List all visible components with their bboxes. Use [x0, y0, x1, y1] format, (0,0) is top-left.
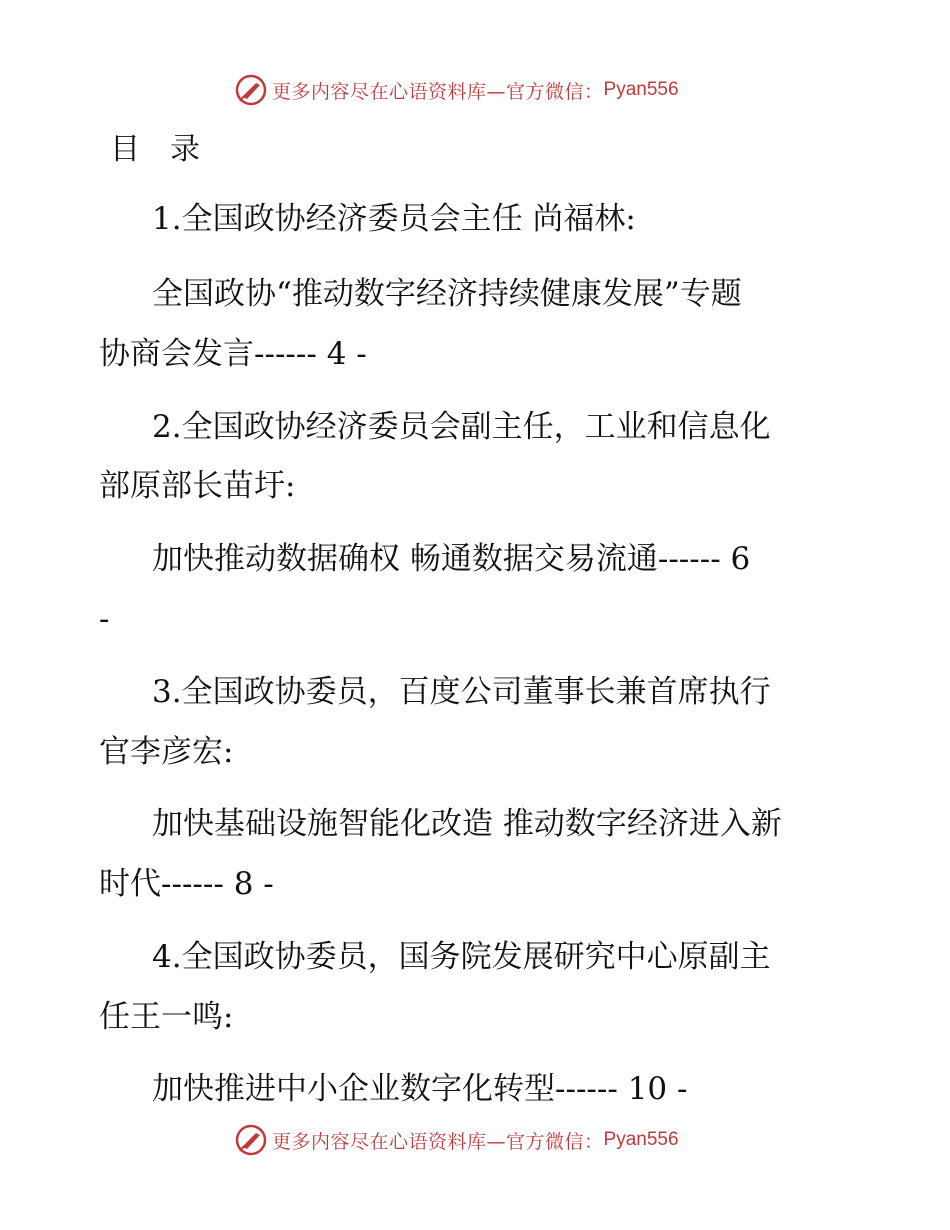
toc-line: 全国政协“推动数字经济持续健康发展”专题: [152, 276, 742, 312]
toc-line: 3.全国政协委员，百度公司董事长兼首席执行: [152, 674, 771, 710]
toc-line: 加快推动数据确权 畅通数据交易流通------ 6: [152, 541, 751, 577]
header-watermark: [234, 72, 679, 108]
watermark-handle: Pyan556: [603, 1129, 679, 1150]
toc-line: 4.全国政协委员，国务院发展研究中心原副主: [152, 939, 771, 975]
watermark-text: 更多内容尽在心语资料库—官方微信：: [272, 80, 604, 103]
toc-line: -: [99, 601, 110, 637]
toc-line: 2.全国政协经济委员会副主任，工业和信息化: [152, 409, 771, 445]
toc-line: 任王一鸣:: [99, 999, 234, 1035]
toc-line: 加快推进中小企业数字化转型------ 10 -: [152, 1071, 688, 1107]
watermark-handle: Pyan556: [603, 79, 679, 100]
page-title: 目录: [110, 132, 230, 167]
toc-line: 部原部长苗圩:: [99, 468, 296, 504]
toc-line: 官李彦宏:: [99, 734, 234, 770]
quill-logo-icon: [234, 1123, 268, 1157]
toc-line: 协商会发言------ 4 -: [99, 336, 367, 372]
footer-watermark: [234, 1122, 679, 1158]
quill-logo-icon: [234, 73, 268, 107]
toc-line: 1.全国政协经济委员会主任 尚福林:: [152, 201, 636, 237]
toc-line: 时代------ 8 -: [99, 866, 274, 902]
watermark-text: 更多内容尽在心语资料库—官方微信：: [272, 1130, 604, 1153]
toc-line: 加快基础设施智能化改造 推动数字经济进入新: [152, 806, 782, 842]
